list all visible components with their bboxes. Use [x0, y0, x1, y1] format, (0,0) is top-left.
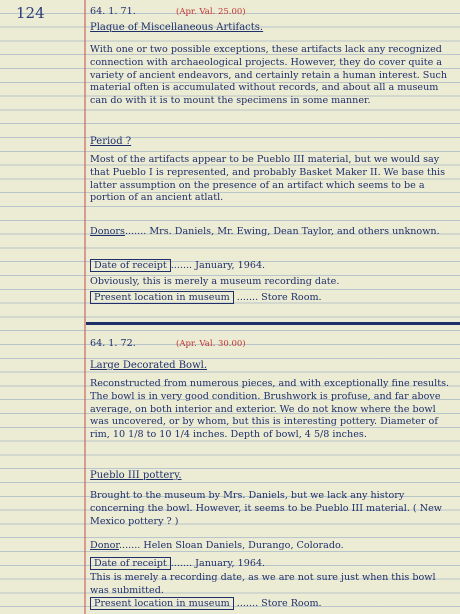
location-label: Present location in museum	[90, 291, 234, 304]
donor-label: Donor	[90, 540, 119, 551]
appraisal-value: (Apr. Val. 25.00)	[176, 7, 246, 17]
margin-line	[84, 0, 86, 614]
location-value: Store Room.	[261, 598, 322, 609]
location-value: Store Room.	[261, 292, 322, 303]
donors-label: Donors	[90, 226, 125, 237]
period-label: Pueblo III pottery.	[90, 470, 182, 481]
location-line: Present location in museum ....... Store Room.	[90, 292, 322, 305]
receipt-line: Date of receipt ....... January, 1964.	[90, 260, 265, 273]
period-text: Most of the artifacts appear to be Pueblo III material, but we would say that Pueblo I is represented, and probably Basket Maker II. We base this latter assumption on the presence of an artifact which seems to be a portion of an ancient atlatl.	[90, 154, 446, 204]
entry-intro: With one or two possible exceptions, these artifacts lack any recognized connection with archaeological projects. However, they do cover quite a variety of ancient endeavors, and certainly retain a human interest. Such material often is accumulated without records, and about all a museum can do with it is to mount the specimens in some manner.	[90, 44, 448, 107]
entry-divider	[86, 322, 460, 325]
entry-title: Plaque of Miscellaneous Artifacts.	[90, 22, 264, 33]
entry-title: Large Decorated Bowl.	[90, 360, 208, 371]
location-line: Present location in museum ....... Store Room.	[90, 598, 322, 611]
entry-number: 64. 1. 72.	[90, 338, 136, 349]
receipt-label: Date of receipt	[90, 259, 171, 272]
period-text: Brought to the museum by Mrs. Daniels, but we lack any history concerning the bowl. However, it seems to be Pueblo III material. ( New Mexico pottery ? )	[90, 490, 443, 527]
entry-intro: Reconstructed from numerous pieces, and with exceptionally fine results. The bowl is in very good condition. Brushwork is profuse, and far above average, on both interior and exterior. We do not know where the bowl was uncovered, or by whom, but this is interesting pottery. Diameter of rim, 10 1/8 to 10 1/4 inches. Depth of bowl, 4 5/8 inches.	[90, 378, 450, 441]
receipt-value: January, 1964.	[195, 558, 266, 569]
donors-value: Mrs. Daniels, Mr. Ewing, Dean Taylor, and others unknown.	[149, 226, 440, 237]
donors-line: Donors....... Mrs. Daniels, Mr. Ewing, Dean Taylor, and others unknown.	[90, 226, 440, 237]
donor-line: Donor....... Helen Sloan Daniels, Durango, Colorado.	[90, 540, 344, 551]
page-number: 124	[16, 4, 45, 22]
receipt-value: January, 1964.	[195, 260, 266, 271]
receipt-note: This is merely a recording date, as we are not sure just when this bowl was submitted.	[90, 572, 436, 596]
location-label: Present location in museum	[90, 597, 234, 610]
receipt-note: Obviously, this is merely a museum recording date.	[90, 276, 340, 287]
appraisal-value: (Apr. Val. 30.00)	[176, 339, 246, 349]
receipt-label: Date of receipt	[90, 557, 171, 570]
period-label: Period ?	[90, 136, 132, 147]
receipt-line: Date of receipt ....... January, 1964.	[90, 558, 265, 571]
donor-value: Helen Sloan Daniels, Durango, Colorado.	[143, 540, 344, 551]
entry-number: 64. 1. 71.	[90, 6, 136, 17]
